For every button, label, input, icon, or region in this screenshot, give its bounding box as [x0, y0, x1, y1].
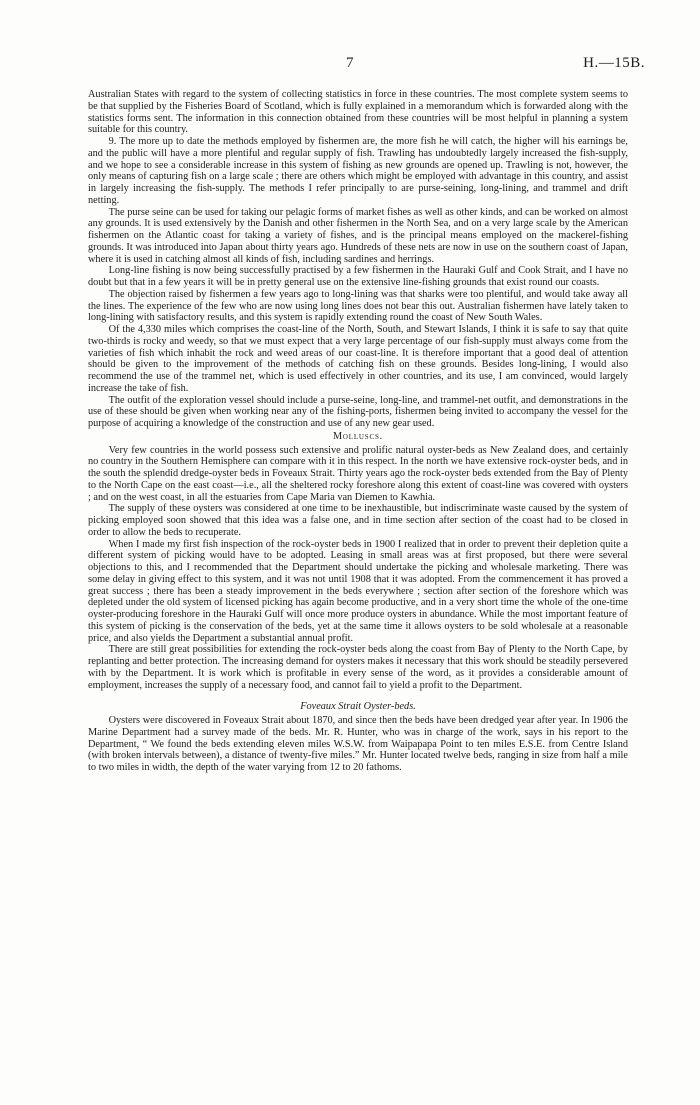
paragraph-foveaux: Oysters were discovered in Foveaux Strait about 1870, and since then the beds have been dredged year after year. In 1906 the Marine Department had a survey made of the beds. Mr. R. Hunter, who was in charge of the work, says in his report to the Department, “ We found the beds extending eleven miles W.S.W. from Waipapapa Point to ten miles E.S.E. from Centre Island (with broken intervals between), a distance of twenty-five miles.” Mr. Hunter located twelve beds, ranging in size from half a mile to two miles in width, the depth of the water varying from 12 to 20 fathoms. [88, 715, 628, 773]
paragraph-oyster-beds: Very few countries in the world possess such extensive and prolific natural oyster-beds as New Zealand does, and certainly no country in the Southern Hemisphere can compare with it in this respect. In the north we have extensive rock-oyster beds, and in the south the splendid dredge-oyster beds in Foveaux Strait. Thirty years ago the rock-oyster beds extended from the Bay of Plenty to the North Cape on the east coast—i.e., all the sheltered rocky foreshore along this extent of coast-line was covered with oysters ; and on the west coast, in all the estuaries from Cape Maria van Diemen to Kawhia. [88, 444, 628, 503]
paragraph-purse-seine: The purse seine can be used for taking our pelagic forms of market fishes as well as other kinds, and can be worked on almost any grounds. It is used extensively by the Danish and other fishermen in the North Sea, and on a very large scale by the American fishermen on the Atlantic coast for taking a variety of fishes, and is the principal means employed on the mackerel-fishing grounds. It was introduced into Japan about thirty years ago. Hundreds of these nets are now in use on the southern coast of Japan, where it is used in catching almost all kinds of fish, including sardines and herrings. [88, 206, 628, 265]
section-heading-molluscs: Molluscs. [332, 430, 384, 442]
paragraph-inspection: When I made my first fish inspection of the rock-oyster beds in 1900 I realized that in order to prevent their depletion quite a different system of picking would have to be adopted. Leasing in small areas was at first proposed, but there were several objections to this, and I recommended that the Department should undertake the picking and wholesale marketing. There was some delay in giving effect to this system, and it was not until 1908 that it was adopted. From the commencement it has proved a great success ; there has been a steady improvement in the beds everywhere ; section after section of the foreshore which was depleted under the old system of licensed picking has again become productive, and in a very short time the whole of the one-time oyster-producing foreshore in the Hauraki Gulf will once more produce oysters in abundance. While the most important feature of this system of picking is the conservation of the beds, yet at the same time it allows oysters to be sold wholesale at a reasonable price, and also yields the Department a substantial annual profit. [88, 538, 628, 644]
paragraph-oyster-supply: The supply of these oysters was considered at one time to be inexhaustible, but indiscriminate waste caused by the system of picking employed soon showed that this idea was a false one, and in time section after section of the coast had to be closed in order to allow the beds to recuperate. [88, 503, 628, 538]
paragraph-methods: 9. The more up to date the methods employed by fishermen are, the more fish he will catch, the higher will his earnings be, and the public will have a more plentiful and regular supply of fish. Trawling has undoubtedly largely increased the fish-supply, and we hope to see a considerable increase in this system of fishing as new grounds are opened up. Trawling is not, however, the only means of capturing fish on a large scale ; there are others which might be employed with advantage in this country, and assist in largely increasing the fish-supply. The methods I refer principally to are purse-seining, long-lining, and trammel and drift netting. [88, 136, 628, 206]
paragraph-long-line: Long-line fishing is now being successfully practised by a few fishermen in the Hauraki Gulf and Cook Strait, and I have no doubt but that in a few years it will be in pretty general use on the extensive line-fishing grounds that exist round our coasts. [88, 265, 628, 288]
section-heading-foveaux: Foveaux Strait Oyster-beds. [300, 701, 416, 713]
paragraph-objection: The objection raised by fishermen a few years ago to long-lining was that sharks were too plentiful, and would take away all the lines. The experience of the few who are now using long lines does not bear this out. Australian fishermen have lately taken to long-lining with satisfactory results, and this system is rapidly extending round the coast of New South Wales. [88, 288, 628, 324]
page-number: 7 [346, 55, 354, 71]
paragraph-possibilities: There are still great possibilities for extending the rock-oyster beds along the coast from Bay of Plenty to the North Cape, by replanting and better protection. The increasing demand for oysters makes it necessary that this work should be steadily persevered with by the Department. It is work which is profitable in every sense of the word, as it provides a considerable amount of employment, increases the supply of a necessary food, and cannot fail to yield a profit to the Department. [88, 644, 628, 691]
paragraph-statistics: Australian States with regard to the system of collecting statistics in force in these countries. The most complete system seems to be that supplied by the Fisheries Board of Scotland, which is fully explained in a memorandum which is forwarded along with the statistics forms sent. The information in this connection obtained from these countries will be most helpful in planning a system suitable for this country. [88, 89, 628, 136]
paragraph-coast-line: Of the 4,330 miles which comprises the coast-line of the North, South, and Stewart Islands, I think it is safe to say that quite two-thirds is rocky and weedy, so that we must expect that a very large percentage of our fish-supply must always come from the varieties of fish which inhabit the rock and weed areas of our coast-line. It is therefore important that a good deal of attention should be given to the improvement of the methods of catching fish on these grounds. Besides long-lining, I would also recommend the use of the trammel net, which is used effectively in other countries, and its use, I am convinced, would largely increase the take of fish. [88, 324, 628, 394]
document-body [88, 89, 628, 774]
paragraph-outfit: The outfit of the exploration vessel should include a purse-seine, long-line, and trammel-net outfit, and demonstrations in the use of these should be given when working near any of the fishing-ports, fishermen being invited to accompany the vessel for the purpose of acquiring a knowledge of the construction and use of any new gear used. [88, 394, 628, 429]
document-reference: H.—15B. [583, 55, 645, 71]
